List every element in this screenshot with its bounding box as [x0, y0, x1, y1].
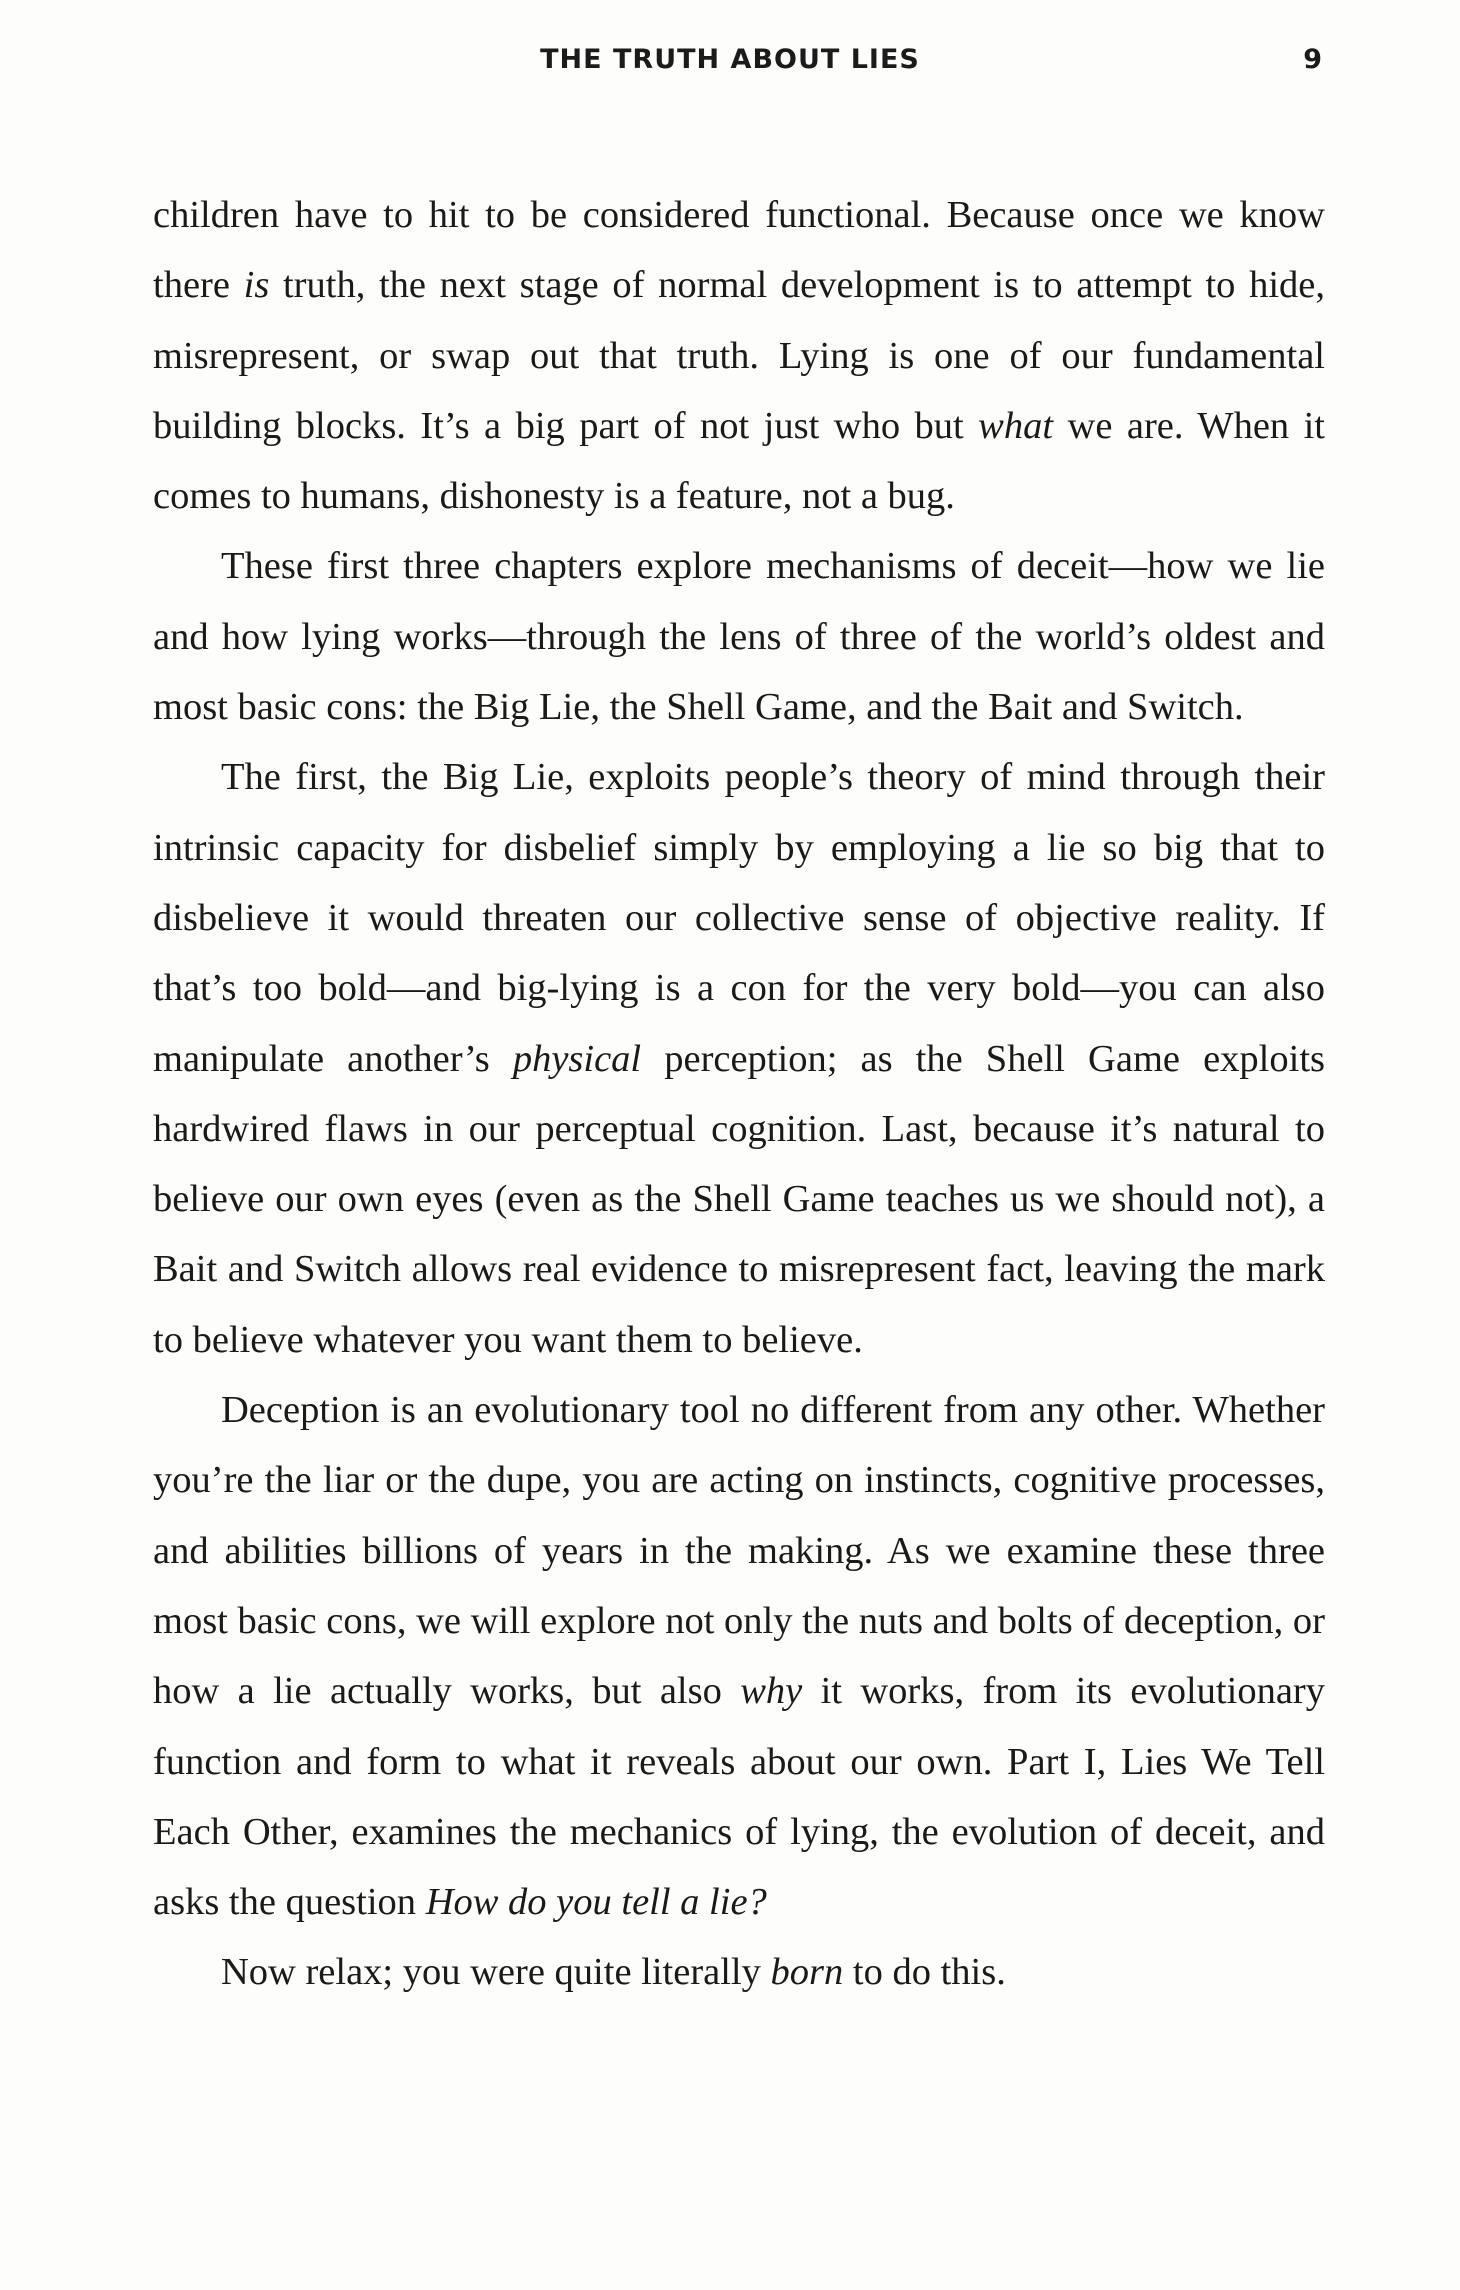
running-title: THE TRUTH ABOUT LIES [540, 44, 920, 75]
paragraph-5 [153, 1937, 1325, 2007]
paragraph-1 [153, 180, 1325, 531]
emphasis-text: what [978, 404, 1054, 447]
text-segment: Deception is an evolutionary tool no different from any other. Whether you’re the liar or the dupe, you are acting on instincts, cognitive processes, and abilities billions of years in the making. As we examine these three most basic cons, we will explore not only the nuts and bolts of deception, or how a lie actually works, but also [153, 1389, 1325, 1713]
emphasis-text: physical [512, 1037, 642, 1080]
text-segment: to do this. [843, 1951, 1006, 1994]
emphasis-text: why [740, 1670, 803, 1713]
text-segment: it works, from its evolutionary function and form to what it reveals about our own. Part I, Lies We Tell Each Other, examines the mechanics of lying, the evolution of deceit, and asks the question [153, 1670, 1325, 1924]
text-segment: The first, the Big Lie, exploits people’s theory of mind through their intrinsic capacity for disbelief simply by employing a lie so big that to disbelieve it would threaten our collective sense of objective reality. If that’s too bold—and big-lying is a con for the very bold—you can also manipulate another’s [153, 756, 1325, 1080]
emphasis-text: How do you tell a lie? [425, 1881, 767, 1924]
paragraph-2 [153, 531, 1325, 742]
text-segment: truth, the next stage of normal development is to attempt to hide, misrepresent, or swap out that truth. Lying is one of our fundamental building blocks. It’s a big part of not just who but [153, 264, 1326, 447]
body-text [153, 180, 1325, 2008]
text-segment: These first three chapters explore mechanisms of deceit—how we lie and how lying works—through the lens of three of the world’s oldest and most basic cons: the Big Lie, the Shell Game, and the Bait and Switch. [153, 545, 1325, 729]
page-number: 9 [1303, 44, 1322, 75]
text-segment: we are. When it comes to humans, dishonesty is a feature, not a bug. [153, 404, 1325, 518]
paragraph-3 [153, 742, 1325, 1375]
running-head [0, 44, 1460, 84]
emphasis-text: born [770, 1951, 844, 1994]
paragraph-4 [153, 1375, 1325, 1937]
emphasis-text: is [243, 264, 270, 307]
text-segment: Now relax; you were quite literally [221, 1951, 771, 1994]
text-segment: children have to hit to be considered functional. Because once we know there [153, 194, 1325, 307]
text-segment: perception; as the Shell Game exploits hardwired flaws in our perceptual cognition. Last, because it’s natural to believe our own eyes (even as the Shell Game teaches us we should not), a Bait and Switch allows real evidence to misrepresent fact, leaving the mark to believe whatever you want them to believe. [153, 1037, 1325, 1361]
